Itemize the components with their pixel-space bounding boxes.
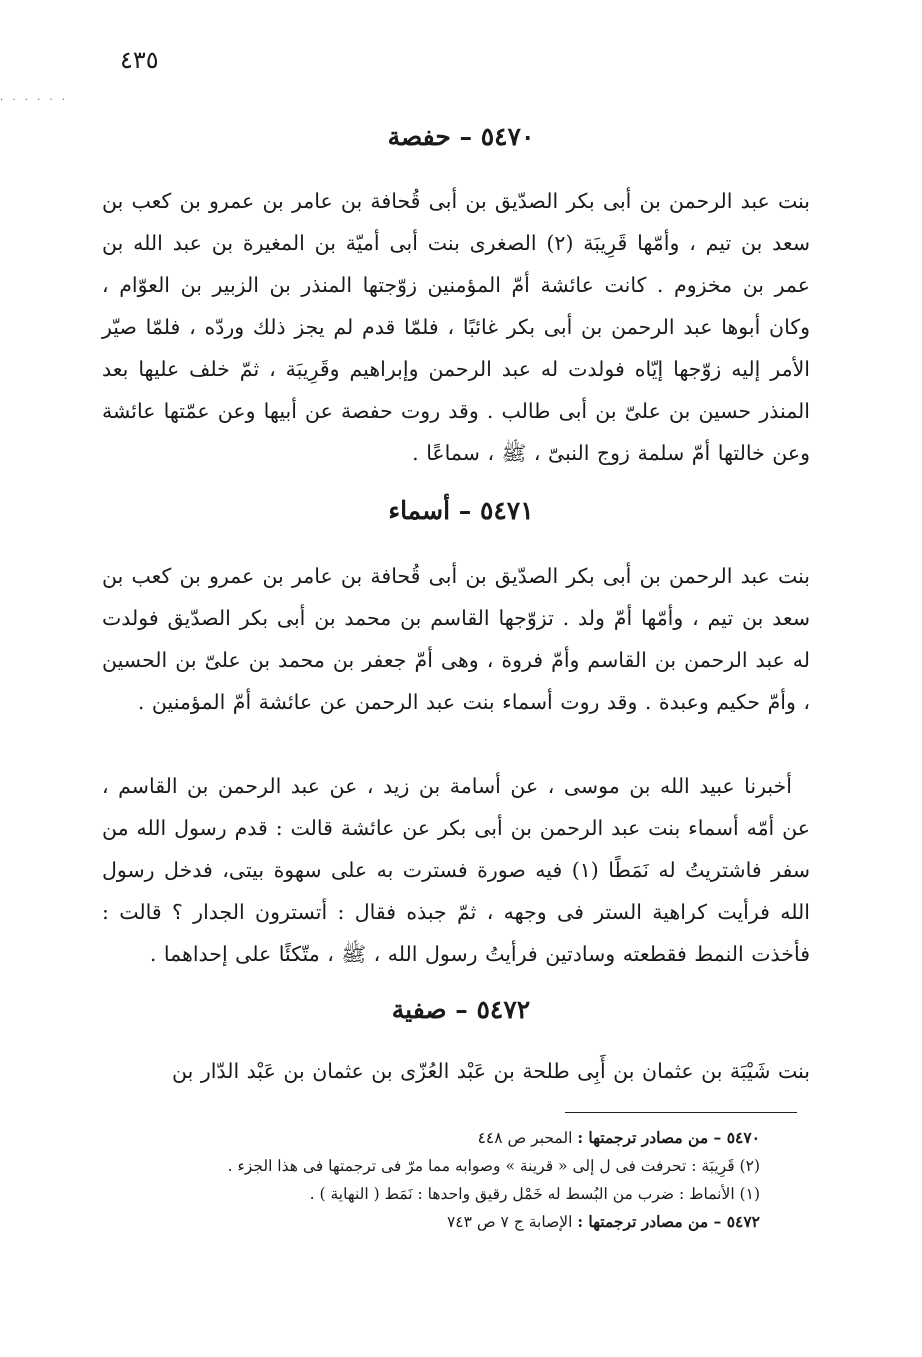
footnote (227, 1153, 760, 1179)
footnote-source-label: ٥٤٧٢ – من مصادر ترجمتها : (577, 1212, 760, 1231)
entry-paragraph: بنت عبد الرحمن بن أبى بكر الصدّيق بن أبى قُحافة بن عامر بن عمرو بن كعب بن سعد بن تيم ، وأمّها قَرِيبَة (٢) الصغرى بنت أبى أميّة بن المغيرة بن عبد الله بن عمر بن مخزوم . كانت عائشة أمّ المؤمنين زوّجتها المنذر بن الزبير بن العوّام ، وكان أبوها عبد الرحمن بن أبى بكر غائبًا ، فلمّا قدم لم يجز ذلك وردّه ، فلمّا صيّر الأمر إليه زوّجها إيّاه فولدت له عبد الرحمن وإبراهيم وقَرِيبَة ، ثمّ خلف عليها بعد المنذر حسين بن علىّ بن أبى طالب . وقد روت حفصة عن أبيها وعن عمّتها عائشة وعن خالتها أمّ سلمة زوج النبىّ ، ﷺ ، سماعًا . (102, 189, 810, 465)
footnote-text: المحبر ص ٤٤٨ (477, 1129, 578, 1147)
footnote-text: (٢) قَرِيبَة : تحرفت فى ل إلى « قرينة » وصوابه مما مرّ فى ترجمتها فى هذا الجزء . (227, 1157, 760, 1175)
page-number: ٤٣٥ (120, 46, 159, 74)
entry-paragraph: أخبرنا عبيد الله بن موسى ، عن أسامة بن زيد ، عن عبد الرحمن بن القاسم ، عن أمّه أسماء بنت عبد الرحمن بن أبى بكر عن عائشة قالت : قدم رسول الله من سفر فاشتريتُ له نَمَطًا (١) فيه صورة فسترت به على سهوة بيتى، فدخل رسول الله فرأيت كراهية الستر فى وجهه ، ثمّ جبذه فقال : أتسترون الجدار ؟ قالت : فأخذت النمط فقطعته وسادتين فرأيتُ رسول الله ، ﷺ ، متّكئًا على إحداهما . (102, 774, 811, 966)
entry-paragraph: بنت شَيْبَة بن عثمان بن أَبِى طلحة بن عَبْد العُزّى بن عثمان بن عَبْد الدّار بن (172, 1059, 810, 1083)
footnote (300, 1181, 760, 1207)
footnote-text: الإصابة ج ٧ ص ٧٤٣ (446, 1213, 578, 1231)
footnote (300, 1125, 760, 1151)
footnote-text: (١) الأنماط : ضرب من البُسط له خَمْل رقيق واحدها : نَمَط ( النهاية ) . (309, 1185, 760, 1203)
entry-heading-5472: ٥٤٧٢ – صفية (391, 995, 531, 1024)
entry-heading-5470: ٥٤٧٠ – حفصة (387, 122, 535, 151)
entry-paragraph: بنت عبد الرحمن بن أبى بكر الصدّيق بن أبى قُحافة بن عامر بن عمرو بن كعب بن سعد بن تيم ، وأمّها أمّ ولد . تزوّجها القاسم بن محمد بن أبى بكر الصدّيق فولدت له عبد الرحمن بن القاسم وأمّ فروة ، وهى أمّ جعفر بن محمد بن علىّ بن الحسين ، وأمّ حكيم وعبدة . وقد روت أسماء بنت عبد الرحمن عن عائشة أمّ المؤمنين . (102, 564, 810, 714)
footnote-divider (565, 1112, 797, 1113)
footnote-source-label: ٥٤٧٠ – من مصادر ترجمتها : (577, 1128, 760, 1147)
footnote (300, 1209, 760, 1235)
entry-heading-5471: ٥٤٧١ – أسماء (388, 496, 534, 525)
scan-artifact: . . . . . . (0, 92, 68, 103)
